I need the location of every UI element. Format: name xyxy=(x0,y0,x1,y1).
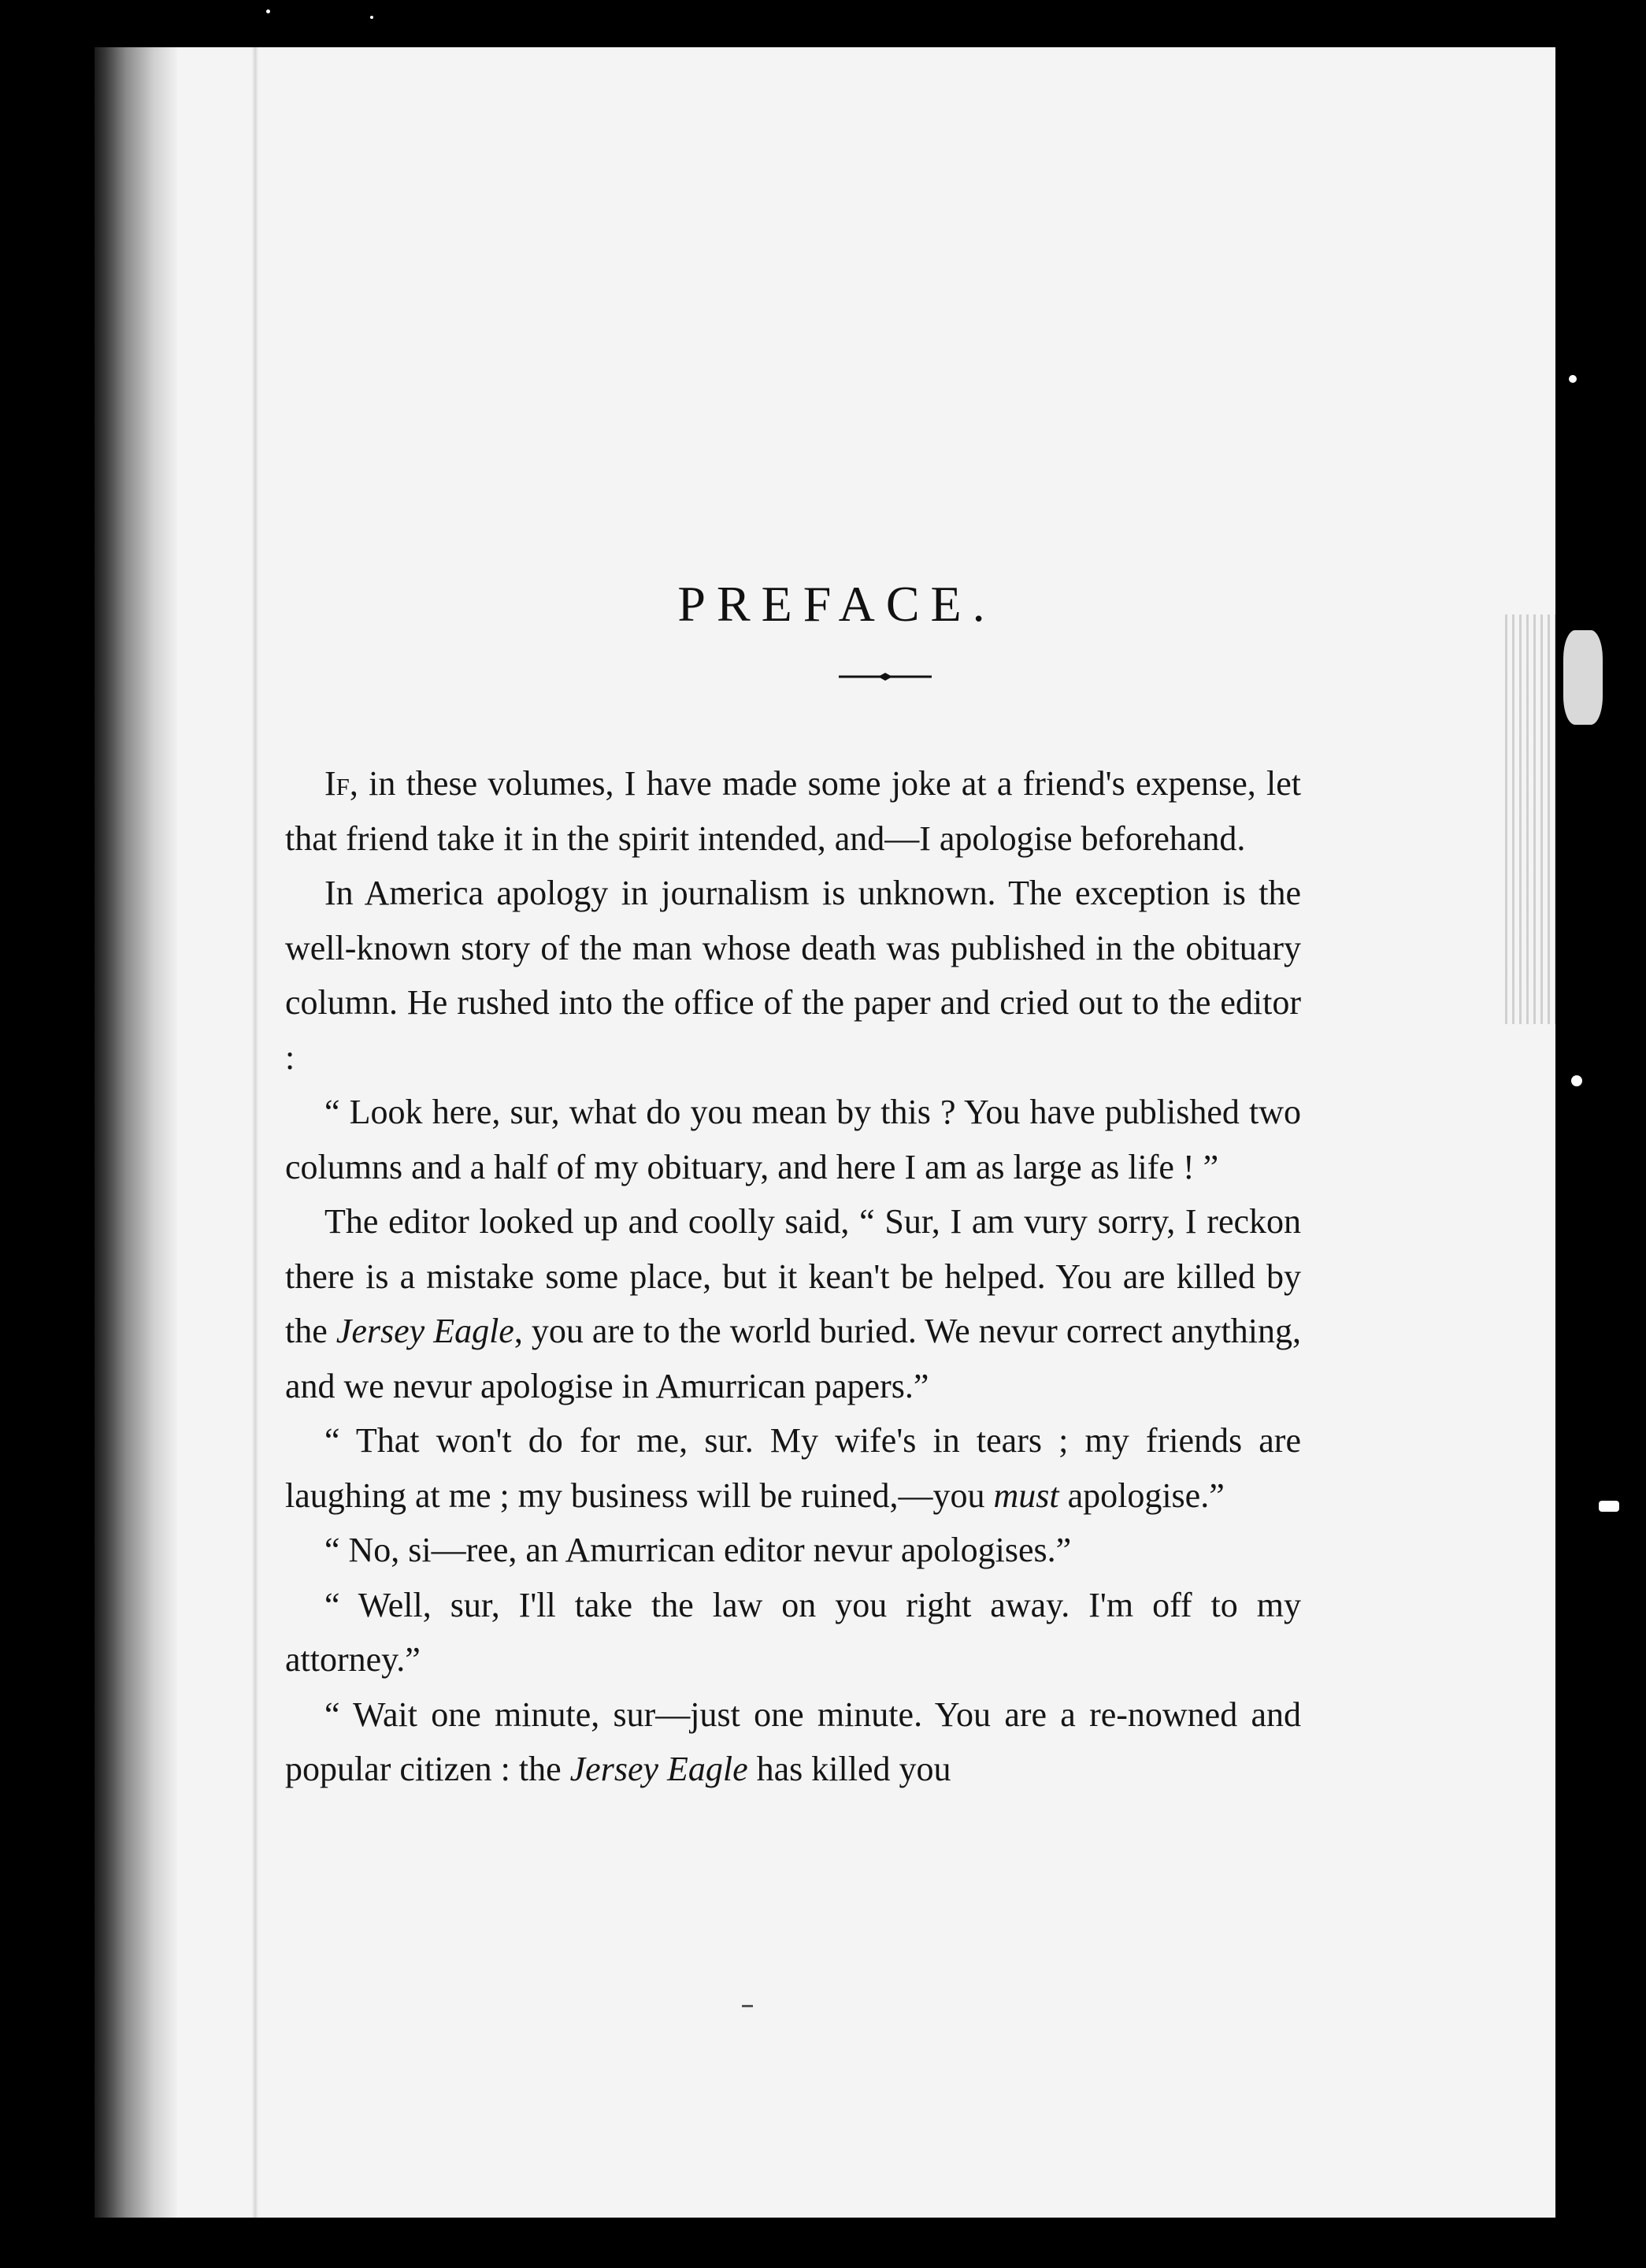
scanned-page xyxy=(95,47,1555,2218)
book-gutter-shadow xyxy=(95,47,177,2218)
page-title: PREFACE. xyxy=(677,576,996,632)
scan-speck xyxy=(266,9,270,13)
paragraph-7: “ Well, sur, I'll take the law on you right away. I'm off to my attorney.” xyxy=(285,1585,1301,1679)
paragraph-2: In America apology in journalism is unknown. The exception is the well-known story of the man whose death was published in the obituary column. He rushed into the office of the paper and cried out to the editor : xyxy=(285,874,1301,1077)
scan-speck xyxy=(370,16,373,19)
italic-newspaper-name: Jersey Eagle xyxy=(336,1312,514,1350)
lead-word: If xyxy=(324,764,350,803)
title-ornament-rule xyxy=(839,672,932,681)
torn-page-edge xyxy=(1500,614,1555,1024)
gutter-fold-line xyxy=(252,47,258,2218)
paragraph-6: “ No, si—ree, an Amurrican editor nevur apologises.” xyxy=(324,1531,1072,1569)
italic-emphasis: must xyxy=(993,1475,1059,1515)
paragraph-8: “ Wait one minute, sur—just one minute. You are a re-nowned and popular citizen : the Jersey Eagle has killed you xyxy=(285,1695,1301,1788)
preface-body xyxy=(285,756,1301,1797)
paragraph-5: “ That won't do for me, sur. My wife's in tears ; my friends are laughing at me ; my business will be ruined,—you must apologise.” xyxy=(285,1421,1301,1515)
scan-speck xyxy=(1569,375,1577,383)
page-bottom-mark xyxy=(742,2005,753,2007)
scan-speck xyxy=(1571,1075,1582,1086)
paragraph-1: If, in these volumes, I have made some joke at a friend's expense, let that friend take it in the spirit intended, and—I apologise beforehand. xyxy=(285,764,1301,858)
italic-newspaper-name-2: Jersey Eagle xyxy=(569,1750,748,1788)
scan-speck xyxy=(1599,1501,1619,1512)
scan-damage-patch xyxy=(1563,630,1603,725)
paragraph-4: The editor looked up and coolly said, “ Sur, I am vury sorry, I reckon there is a mistake some place, but it kean't be helped. You are killed by the Jersey Eagle, you are to the world buried. We nevur correct anything, and we nevur apologise in Amurrican papers.” xyxy=(285,1202,1301,1405)
paragraph-3: “ Look here, sur, what do you mean by this ? You have published two columns and a half of my obituary, and here I am as large as life ! ” xyxy=(285,1093,1301,1186)
